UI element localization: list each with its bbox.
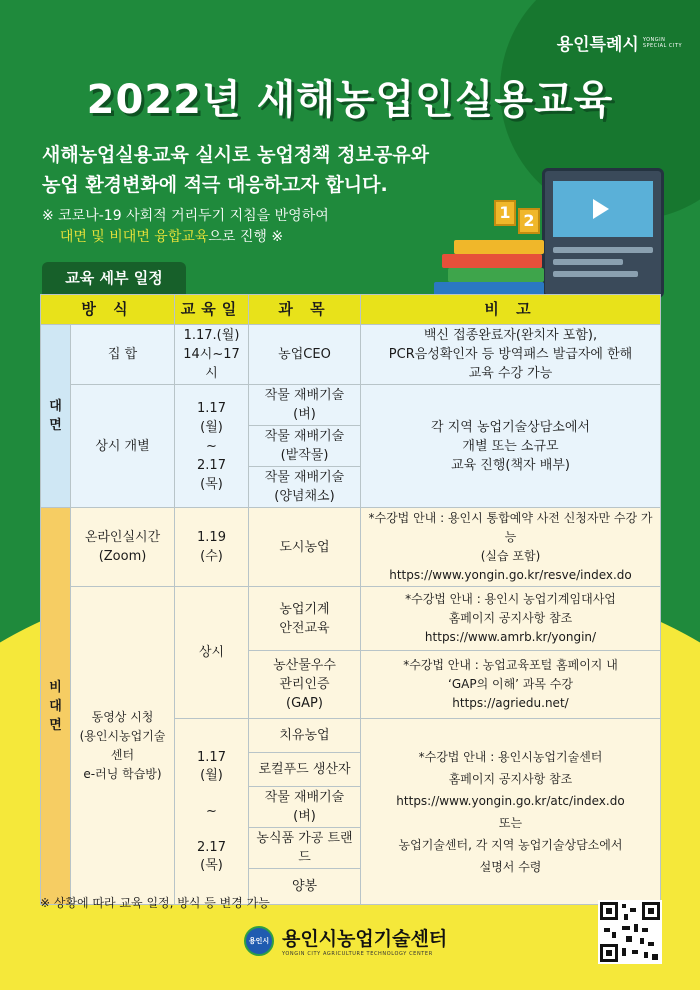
subject-cell: 작물 재배기술 (벼) bbox=[249, 385, 361, 426]
number-cube: 1 bbox=[494, 200, 516, 226]
subject-cell: 작물 재배기술 (밭작물) bbox=[249, 426, 361, 467]
table-row bbox=[41, 385, 661, 426]
note-cell: *수강법 안내 : 용인시 통합예약 사전 신청자만 수강 가능 (실습 포함) https://www.yongin.go.kr/resve/index.do bbox=[361, 508, 661, 587]
date-cell: 1.17 (월) ~ 2.17 (목) bbox=[175, 719, 249, 905]
method-cell: 집 합 bbox=[71, 325, 175, 385]
brand-sub: YONGIN SPECIAL CITY bbox=[642, 36, 682, 49]
illustration bbox=[434, 168, 664, 298]
subject-cell: 농업기계 안전교육 bbox=[249, 587, 361, 651]
brand-name: 용인특례시 bbox=[556, 35, 639, 55]
book-icon bbox=[454, 240, 544, 254]
subject-cell: 치유농업 bbox=[249, 719, 361, 753]
subject-cell: 작물 재배기술 (양념채소) bbox=[249, 467, 361, 508]
number-cube: 2 bbox=[518, 208, 540, 234]
video-screen bbox=[553, 181, 653, 237]
notice-text: ※ 코로나-19 사회적 거리두기 지침을 반영하여 대면 및 비대면 융합교육으로 진행 ※ bbox=[42, 208, 329, 245]
table-row bbox=[41, 325, 661, 385]
header-note: 비 고 bbox=[361, 295, 661, 325]
footer-logo bbox=[244, 924, 447, 957]
note-cell: *수강법 안내 : 용인시 농업기계임대사업 홈페이지 공지사항 참조 https://www.amrb.kr/yongin/ bbox=[361, 587, 661, 651]
date-cell: 상시 bbox=[175, 587, 249, 719]
table-header bbox=[41, 295, 661, 325]
method-cell: 온라인실시간 (Zoom) bbox=[71, 508, 175, 587]
qr-code-icon[interactable] bbox=[598, 900, 662, 964]
date-cell: 1.17.(월) 14시~17시 bbox=[175, 325, 249, 385]
note-cell: *수강법 안내 : 용인시농업기술센터 홈페이지 공지사항 참조 https://www.yongin.go.kr/atc/index.do 또는 농업기술센터, 각 지역 농업기술상담소에서 설명서 수령 bbox=[361, 719, 661, 905]
subject-cell: 작물 재배기술 (벼) bbox=[249, 787, 361, 828]
page-title: 2022년 새해농업인실용교육 bbox=[86, 77, 614, 123]
subject-cell: 양봉 bbox=[249, 869, 361, 905]
section-title: 교육 세부 일정 bbox=[42, 262, 186, 294]
brand-logo bbox=[557, 30, 682, 55]
method-cell: 상시 개별 bbox=[71, 385, 175, 508]
table-row bbox=[41, 508, 661, 587]
group-non-face-to-face: 비 대 면 bbox=[41, 508, 71, 905]
header-method: 방 식 bbox=[41, 295, 175, 325]
note-cell: *수강법 안내 : 농업교육포털 홈페이지 내 ‘GAP의 이해’ 과목 수강 https://agriedu.net/ bbox=[361, 651, 661, 719]
subject-cell: 로컬푸드 생산자 bbox=[249, 753, 361, 787]
date-cell: 1.19 (수) bbox=[175, 508, 249, 587]
footer-name: 용인시농업기술센터 bbox=[282, 928, 448, 950]
subject-cell: 농산물우수 관리인증 (GAP) bbox=[249, 651, 361, 719]
subject-cell: 도시농업 bbox=[249, 508, 361, 587]
date-cell: 1.17 (월) ~ 2.17 (목) bbox=[175, 385, 249, 508]
group-face-to-face: 대 면 bbox=[41, 325, 71, 508]
method-cell: 동영상 시청 (용인시농업기술센터 e-러닝 학습방) bbox=[71, 587, 175, 905]
note-cell: 백신 접종완료자(완치자 포함), PCR음성확인자 등 방역패스 발급자에 한해 교육 수강 가능 bbox=[361, 325, 661, 385]
play-icon bbox=[593, 199, 609, 219]
schedule-table bbox=[40, 294, 661, 905]
intro-text: 새해농업실용교육 실시로 농업정책 정보공유와 농업 환경변화에 적극 대응하고자 합니다. bbox=[42, 144, 429, 196]
book-icon bbox=[448, 268, 544, 282]
bars-graphic bbox=[553, 247, 653, 283]
subject-cell: 농업CEO bbox=[249, 325, 361, 385]
book-icon bbox=[442, 254, 542, 268]
footnote: ※ 상황에 따라 교육 일정, 방식 등 변경 가능 bbox=[40, 896, 270, 910]
subject-cell: 농식품 가공 트랜드 bbox=[249, 828, 361, 869]
note-cell: 각 지역 농업기술상담소에서 개별 또는 소규모 교육 진행(책자 배부) bbox=[361, 385, 661, 508]
header-date: 교육일 bbox=[175, 295, 249, 325]
footer-sub: YONGIN CITY AGRICULTURE TECHNOLOGY CENTER bbox=[282, 951, 433, 957]
table-row bbox=[41, 587, 661, 651]
header-subject: 과 목 bbox=[249, 295, 361, 325]
city-emblem-icon: 용인시 bbox=[244, 926, 274, 956]
monitor-illustration bbox=[542, 168, 664, 298]
